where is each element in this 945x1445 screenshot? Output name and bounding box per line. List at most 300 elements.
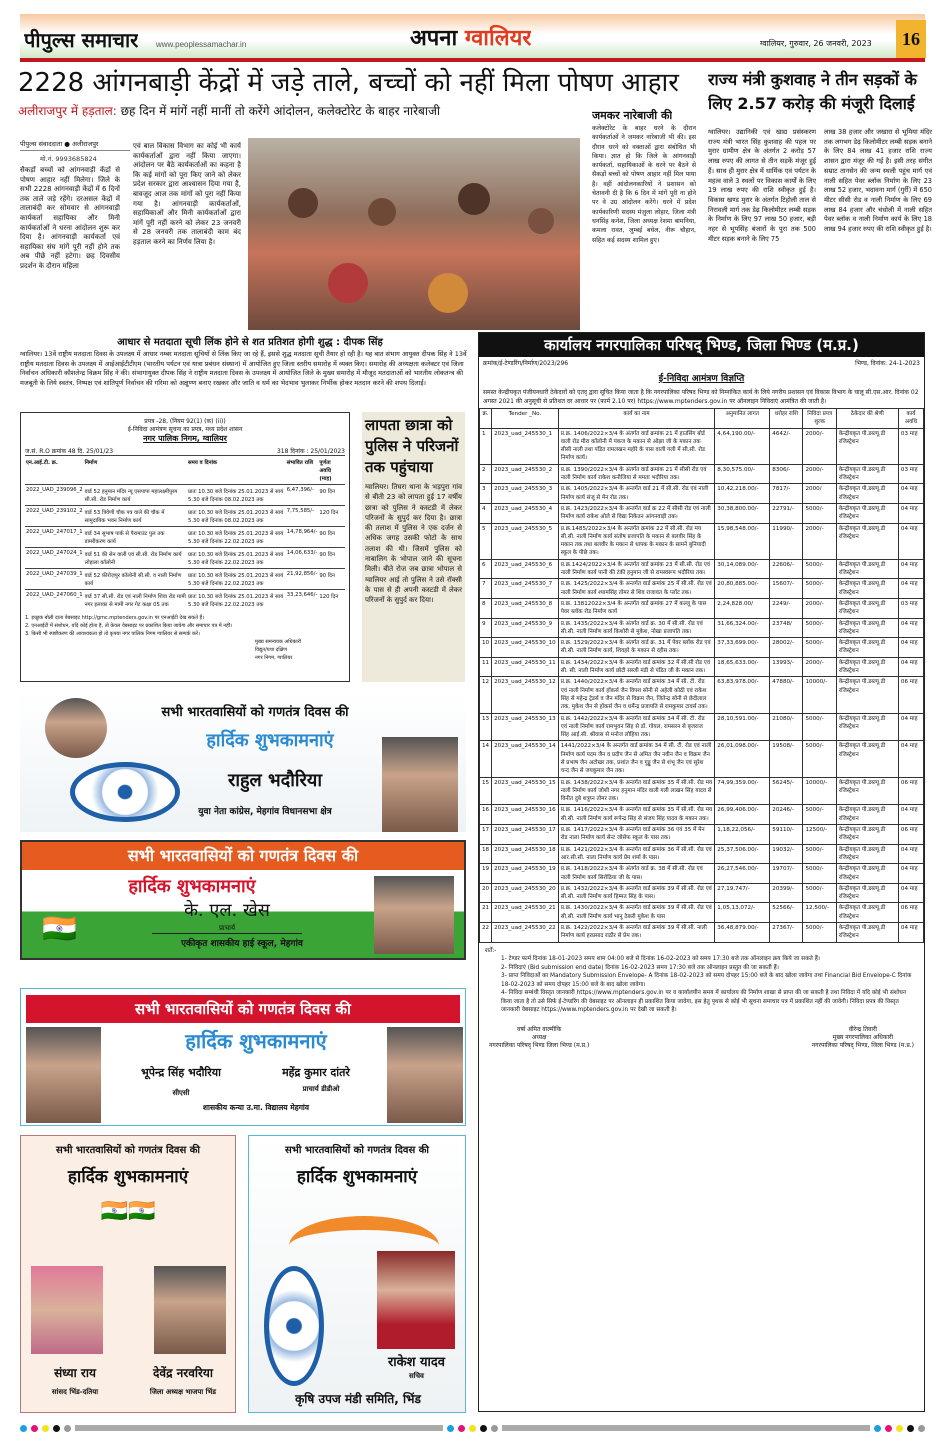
table-cell: 23748/ — [770, 618, 803, 638]
table-row — [25, 485, 345, 506]
table-cell: वार्ड 52 हनुमान मंदिर न्यू एसपापा महालक्ष्मीपुरम सी.सी. रोड निर्माण कार्य — [84, 485, 187, 506]
column-header: ठेकेदार की श्रेणी — [836, 409, 898, 429]
table-cell: 04 माह — [898, 657, 923, 677]
table-cell: 2000/- — [803, 428, 836, 464]
table-cell: प्रातः 10.30 बजे दिनांक 25.01.2023 से सायं 5.30 बजे दिनांक 22.02.2023 तक — [187, 548, 286, 569]
table-cell: वार्ड 51 की सेन वाली एवं सी.सी. रोड निर्माण कार्य लोहाला कॉलोनी — [84, 548, 187, 569]
table-cell: 63,83,978.00/- — [715, 677, 770, 713]
terms-label: शर्तें:- — [485, 947, 497, 954]
ad-wishes: हार्दिक शुभकामनाएं — [128, 876, 256, 897]
bhind-date: भिण्ड, दिनांक: 24-1-2023 — [855, 360, 920, 367]
table-cell: केन्द्रीयकृत पी.डब्ल्यू.डी रजिस्ट्रेशन — [836, 523, 898, 559]
table-cell: 2023_uad_245530_3 — [492, 484, 559, 504]
table-cell: 2023_uad_245530_22 — [492, 923, 559, 943]
table-cell: 2023_uad_245530_10 — [492, 638, 559, 658]
gwalior-tender-table — [25, 455, 345, 610]
table-cell: प्र.क्र.1485/2022×3/4 के अन्तर्गत क्रमांक 22 में सी.सी. रोड मय सी.सी. नाली निर्माण कार्य संतोष प्रजापति के मकान से बलवीर सिंह के मकान तक तथा बलवीर के मकान से धापक के मकान के सामने बुनियादी स्कूल के पीछे तक। — [558, 523, 715, 559]
tender-note: 1. इच्छुक बोली दाता वेबसाइट http://gmc.mptenders.gov.in पर एनआईटी देख सकते हैं। — [25, 615, 205, 621]
lead-kicker: अलीराजपुर में हड़ताल: — [18, 104, 117, 118]
table-cell: प्र.क्र. 1434/2022×3/4 के अन्तर्गत वार्ड क्रमांक 32 में सी.सी रोड एवं सी. सी. नाली निर्माण कार्य छोटी सब्जी मंडी से पंडित जी के मकान तक। — [558, 657, 715, 677]
table-cell: 03 माह — [898, 464, 923, 484]
table-cell: 2023_uad_245530_21 — [492, 903, 559, 923]
ad-greeting: सभी भारतवासियों को गणतंत्र दिवस की — [26, 995, 460, 1023]
protest-photo — [248, 138, 580, 330]
table-cell: 11 — [480, 657, 492, 677]
portrait-photo — [387, 1027, 463, 1123]
lead-byline: पीपुल्स संवाददाता ● अलीराजपुर — [20, 139, 130, 151]
column-header: कार्य का नाम — [558, 409, 715, 429]
ad-greeting: सभी भारतवासियों को गणतंत्र दिवस की — [285, 1145, 429, 1156]
table-cell: केन्द्रीयकृत पी.डब्ल्यू.डी रजिस्ट्रेशन — [836, 864, 898, 884]
column-header: निर्माण — [84, 456, 187, 485]
table-cell: 19508/- — [770, 741, 803, 777]
table-cell: 6 — [480, 559, 492, 579]
table-cell: प्र.क्र. 1390/2022×3/4 के अंतर्गत वार्ड क्रमांक 21 में सीसी रोड एवं नाली निर्माण कार्य राकेश कनौजिया से ममता भदौरिया तक। — [558, 464, 715, 484]
table-cell: 16 — [480, 805, 492, 825]
table-cell: 5000/- — [803, 713, 836, 741]
table-cell: केन्द्रीयकृत पी.डब्ल्यू.डी रजिस्ट्रेशन — [836, 559, 898, 579]
sidebar-text: कलेक्टोरेट के बाहर धरने के दौरान कार्यकर्ताओं ने जमकर नारेबाजी भी की। इस दौरान धरने को वक्ताओं द्वारा संबोधित भी किया। ज्ञात हो कि जिले के आंगनवाड़ी कार्यकर्ता, सहायिकाओं के धरने पर बैठने से सैकड़ों बच्चों को पोषण आहार नहीं मिल पाया है। वहीं आंदोलनकारियों ने प्रशासन को चेतावनी दी है कि 6 दिन में मांगें पूरी ना होने पर वे उग्र आंदोलन करेंगे। धरने में प्रदेश कार्यकारिणी सदस्य मंजुला लोहार, जिला मंत्री धनसिंह कनेश, जिला अध्यक्ष रेशमा बामनिया, कमला रावत, लुम्बई बघेल, नीरू चौहान, सहित कई सदस्य शामिल हुए। — [592, 125, 696, 244]
table-cell: 2023_uad_245530_14 — [492, 741, 559, 777]
table-cell: प्र.क्र. 1529/2022×3/4 के अंतर्गत वार्ड क्र. 31 में पेवर ब्लॉक रोड एवं सी.सी. नाली निर्माण कार्य, शिवहरे के मकान से रहीस तक। — [558, 638, 715, 658]
ad-role-1: सांसद भिंड-दतिया — [51, 1388, 99, 1396]
table-cell: प्र.क्र. 1425/2022×3/4 के अन्तर्गत वार्ड क्रमांक 25 में सी.सी. रोड एवं नाली निर्माण कार्य श्यामसिंह तोमर से शिव राजावत के प्लॉट तक। — [558, 579, 715, 599]
ad-name-1: संध्या राय — [54, 1366, 96, 1380]
page-number: 16 — [896, 20, 926, 58]
table-cell: 17 — [480, 825, 492, 845]
voter-headline: आधार से मतदाता सूची लिंक होने से शत प्रतिशत होगी शुद्ध : दीपक सिंह — [117, 337, 383, 348]
table-cell: प्रातः 10.30 बजे दिनांक 25.01.2023 से सायं 5.30 बजे दिनांक 08.02.2023 तक — [187, 506, 286, 527]
term-item: 1- टेण्डर फार्म दिनांक 18-01-2023 समय शाम 04:00 बजे से दिनांक 16-02-2023 को समय 17:30 बजे तक ऑनलाइन क्रय किये जा सकते हैं। — [501, 956, 820, 963]
table-cell: 3 — [480, 484, 492, 504]
table-cell: 1,05,13,072/- — [715, 903, 770, 923]
ad-kl-khes — [20, 840, 466, 960]
ad-bhupendra-mahendra — [20, 988, 466, 1126]
table-cell: 37,33,699.00/- — [715, 638, 770, 658]
minister-headline: राज्य मंत्री कुशवाह ने तीन सड़कों के लिए 2.57 करोड़ की मंजूरी दिलाई — [708, 70, 917, 113]
table-cell: केन्द्रीयकृत पी.डब्ल्यू.डी रजिस्ट्रेशन — [836, 883, 898, 903]
table-cell: 25,37,506.00/- — [715, 844, 770, 864]
table-cell: 22606/- — [770, 559, 803, 579]
ad-rakesh-yadav — [248, 1135, 466, 1413]
table-row — [480, 657, 924, 677]
table-cell: 28,10,591.00/- — [715, 713, 770, 741]
ad-greeting: सभी भारतवासियों को गणतंत्र दिवस की — [22, 842, 464, 870]
table-cell: 22791/- — [770, 503, 803, 523]
ad-org: शासकीय कन्या उ.मा. विद्यालय मेहगांव — [202, 1103, 310, 1112]
signatory-line: नगरपालिका परिषद् भिण्ड जिला भिण्ड (म.प्र.) — [489, 1041, 590, 1049]
crossed-flags-icon: 🇮🇳 — [42, 912, 77, 945]
ad-wishes: हार्दिक शुभकामनाएं — [206, 730, 334, 751]
bhind-title: कार्यालय नगरपालिका परिषद् भिण्ड, जिला भिण्ड (म.प्र.) — [479, 333, 924, 357]
table-cell: 5000/- — [803, 844, 836, 864]
ad-greeting: सभी भारतवासियों को गणतंत्र दिवस की — [161, 705, 349, 720]
table-cell: प्र.क्र. 1442/2022×3/4 के अन्तर्गत वार्ड क्रमांक 34 में सी. टी. रोड एवं नाली निर्माण कार्य रामभुवन सिंह से डॉ. गोयल, रामसरन से बृजराज सिंह आई.सी. श्रीवास से मनोज लोहिया तक। — [558, 713, 715, 741]
table-row — [480, 713, 924, 741]
table-cell: 04 माह — [898, 579, 923, 599]
crossed-flags-icon: 🇮🇳🇮🇳 — [100, 1199, 156, 1224]
column-header: समय व दिनांक — [187, 456, 286, 485]
table-cell: 2023_uad_245530_8 — [492, 598, 559, 618]
table-cell: 04 माह — [898, 844, 923, 864]
ad-role: सचिव — [409, 1372, 424, 1380]
table-cell: 2023_uad_245530_9 — [492, 618, 559, 638]
table-row — [480, 677, 924, 713]
lead-column-1: सैकड़ों बच्चों को आंगनवाड़ी केंद्रों से पोषण आहार नहीं मिलेगा। जिले के सभी 2228 आंगनवाड़ी केंद्रों में 6 दिनों तक ताले जड़े रहेंगे। दरअसल केंद्रों में तालाबंदी कर सोमवार से आंगनवाड़ी कार्यकर्ता सहायिका और मिनी कार्यकर्ताओं ने धरना आंदोलन शुरू कर दिया है। आंगनवाड़ी कार्यकर्ता एवं सहायिका संघ मांगें पूरी नहीं होने तक अब पीछे नहीं हटेगा। छह दिवसीय प्रदर्शन के दौरान महिला — [20, 166, 120, 270]
ro-number: ज.सं. R.O क्रमांक 48 दि. 25/01/23 — [25, 448, 114, 455]
table-cell: 2022_UAD_247039_1 — [25, 569, 84, 590]
table-cell: प्र.क्र. 1417/2022×3/4 के अन्तर्गत वार्ड क्रमांक 36 एवं 35 में मेन रोड नाला निर्माण कार्य सेन्ट जोसेफ स्कूल के पास तक। — [558, 825, 715, 845]
table-cell: 04 माह — [898, 523, 923, 559]
table-cell: 15 — [480, 777, 492, 805]
table-cell: 5000/- — [803, 559, 836, 579]
table-cell: 22 — [480, 923, 492, 943]
lead-mobile: मो.नं. 9993685824 — [40, 155, 97, 163]
table-row — [25, 527, 345, 548]
tender-note: 2. एनआईटी में संशोधन, यदि कोई होता है, तो केवल वेबसाइट पर प्रकाशित किया जायेगा और समाचार पत्र में नहीं। — [25, 623, 232, 629]
ad-name-2: महेंद्र कुमार दांतरे — [282, 1066, 350, 1079]
column-header: कार्य अवधि — [898, 409, 923, 429]
column-header: पूर्णता अवधि (माह) — [318, 456, 345, 485]
signatory-line: वर्षा अमित वाल्मीकि — [516, 1025, 562, 1033]
table-cell: केन्द्रीयकृत पी.डब्ल्यू.डी रजिस्ट्रेशन — [836, 464, 898, 484]
table-cell: 5000/- — [803, 883, 836, 903]
table-cell: केन्द्रीयकृत पी.डब्ल्यू.डी रजिस्ट्रेशन — [836, 825, 898, 845]
table-cell: 6,47,396/- — [286, 485, 319, 506]
table-cell: प्र.क्र. 1416/2022×3/4 के अन्तर्गत वार्ड क्रमांक 35 में सी.सी. रोड मय सी.सी. नाली निर्माण कार्य रूपेन्द्र सिंह से संजय सिंह यादव के मकान तक। — [558, 805, 715, 825]
table-cell: 06 माह — [898, 677, 923, 713]
table-cell: 19032/- — [770, 844, 803, 864]
table-cell: 9 — [480, 618, 492, 638]
issue-date: ग्वालियर, गुरुवार, 26 जनवरी, 2023 — [760, 39, 872, 48]
table-cell: 2022_UAD_247017_1 — [25, 527, 84, 548]
table-cell: 2000/- — [803, 657, 836, 677]
table-cell: 27,19,747/- — [715, 883, 770, 903]
bhind-terms — [479, 943, 924, 1019]
table-cell: 47880/- — [770, 677, 803, 713]
table-cell: 04 माह — [898, 805, 923, 825]
table-cell: 10,42,218.00/- — [715, 484, 770, 504]
table-cell: प्र.क्र. 1418/2022×3/4 के अंतर्गत वार्ड क्र. 38 में सी.सी. रोड एवं नाली निर्माण कार्य सिरोठिया जी के पास। — [558, 864, 715, 884]
table-cell: 15,98,548.00/- — [715, 523, 770, 559]
table-cell: केन्द्रीयकृत पी.डब्ल्यू.डी रजिस्ट्रेशन — [836, 777, 898, 805]
table-cell: 33,23,646/- — [286, 590, 319, 611]
voter-text: ग्वालियर। 13वें राष्ट्रीय मतदाता दिवस के उपलक्ष्य में आधार नम्बर मतदाता सूचियों से लिंक किए जा रहे हैं, इससे शुद्ध मतदाता सूची तैयार हो रही है। यह बात संभाग आयुक्त दीपक सिंह ने 13वें राष्ट्रीय मतदाता दिवस के उपलक्ष्य में आईआईटीटीएम (भारतीय पर्यटन एवं यात्रा प्रबंधन संस्थान) में आयोजित हुए जिला स्तरीय समारोह में व्यक्त किए। समारोह की अध्यक्षता कलेक्टर एवं जिला निर्वाचन अधिकारी कौशलेन्द्र विक्रम सिंह ने की। संभागायुक्त दीपक सिंह ने राष्ट्रीय मतदाता दिवस के उपलक्ष्य में आयोजित जिले के मुख्य समारोह में मौजूद मतदाताओं को भारतीय लोकतन्त्र की मजबूती के लिये स्वतंत्र, निष्पक्ष एवं शांतिपूर्ण निर्वाचन की गरिमा को अक्षुण्ण बनाए रखकर और जाति व धर्म का भेदभाव भुलाकर निर्भीक होकर मतदान करने की शपथ दिलाई। — [20, 350, 467, 387]
minister-column-1: ग्वालियर। उद्यानिकी एवं खाद्य प्रसंस्करण राज्य मंत्री भारत सिंह कुशवाह की पहल पर मुरार ग्रामीण क्षेत्र के अंतर्गत 2 करोड़ 57 लाख रुपए की लागत से तीन सड़कें मंजूर हुई हैं। साथ ही मुरार क्षेत्र में धार्मिक एवं पर्यटन के महत्व वाले 3 स्थलों पर विकास कार्यों के लिए 19 लाख रुपए की राशि स्वीकृत हुई है। विकास खण्ड मुरार के अंतर्गत टिहोली ताल से निरावली मार्ग तक डेढ़ किलोमीटर लम्बी सड़क के निर्माण के लिए 97 लाख 50 हजार, बड़ी नहर से भूपसिंह बंजारों के पुरा तक 500 मीटर सड़क बनाने के लिए 75 — [708, 128, 816, 243]
ad-rahul-bhadoriya — [20, 692, 466, 832]
table-cell: 5000/- — [803, 805, 836, 825]
ad-greeting: सभी भारतवासियों को गणतंत्र दिवस की — [56, 1145, 200, 1156]
section-title-b: ग्वालियर — [464, 26, 532, 51]
table-row — [480, 844, 924, 864]
table-cell: 20399/- — [770, 883, 803, 903]
bhind-tender-table — [479, 408, 924, 943]
ad-org: कृषि उपज मंडी समिति, भिंड — [295, 1392, 421, 1406]
table-cell: 10 — [480, 638, 492, 658]
portrait-photo — [26, 1027, 101, 1123]
table-cell: केन्द्रीयकृत पी.डब्ल्यू.डी रजिस्ट्रेशन — [836, 677, 898, 713]
section-title — [410, 22, 531, 52]
table-cell: 2023_uad_245530_19 — [492, 864, 559, 884]
term-item: 3- प्राप्त निविदाओं का Mandatory Submission Envelope- A दिनांक 18-02-2023 को समय दोपहर 15:00 बजे के बाद खोला जावेगा तथा Financial Bid Envelope-C दिनांक 18-02-2023 को समय दोपहर 15:00 बजे के बाद खोला जावेगा। — [501, 973, 912, 988]
table-cell: 10000/- — [803, 777, 836, 805]
table-cell: 04 माह — [898, 883, 923, 903]
table-cell: 14,06,633/- — [286, 548, 319, 569]
table-cell: 2023_uad_245530_4 — [492, 503, 559, 523]
signatory-line: मुख्य नगरपालिका अधिकारी — [832, 1033, 894, 1041]
ad-role: युवा नेता कांग्रेस, मेहगांव विधानसभा क्षेत्र — [198, 807, 332, 817]
table-cell: केन्द्रीयकृत पी.डब्ल्यू.डी रजिस्ट्रेशन — [836, 618, 898, 638]
ad-name: राकेश यादव — [387, 1355, 446, 1370]
lead-subhead-text: छह दिन में मांगें नहीं मानीं तो करेंगे आंदोलन, कलेक्टोरेट के बाहर नारेबाजी — [120, 104, 441, 118]
table-cell: 2000/- — [803, 598, 836, 618]
signatory-line: वीरेन्द्र तिवारी — [848, 1025, 877, 1033]
table-cell: 2023_uad_245530_12 — [492, 677, 559, 713]
table-cell: 04 माह — [898, 638, 923, 658]
form-line-1: प्रपत्र -28, (नियम 92(1) (क) (ii)) — [144, 418, 226, 425]
table-cell: केन्द्रीयकृत पी.डब्ल्यू.डी रजिस्ट्रेशन — [836, 579, 898, 599]
table-cell: 5 — [480, 523, 492, 559]
signatory-line: अध्यक्ष — [531, 1033, 547, 1041]
table-row — [480, 825, 924, 845]
table-row — [25, 506, 345, 527]
table-cell: 19 — [480, 864, 492, 884]
column-header: निविदा प्रपत्र शुल्क — [803, 409, 836, 429]
ad-wishes: हार्दिक शुभकामनाएं — [67, 1167, 189, 1187]
table-cell: 2023_uad_245530_20 — [492, 883, 559, 903]
table-row — [480, 923, 924, 943]
table-row — [25, 590, 345, 611]
table-cell: प्र.क्र. 1435/2022×3/4 के अंतर्गत वार्ड क्र. 30 में सी.सी. रोड एवं सी.सी. नाली निर्माण कार्य किशोरी से मुकेश, नोखा प्रजापति तक। — [558, 618, 715, 638]
minister-column-2: लाख 38 हजार और जखारा से भूमिया मंदिर तक लगभग डेढ़ किलोमीटर लम्बी सड़क बनाने के लिए 84 लाख 41 हजार राशि राज्य शासन द्वारा मंजूर की गई है। इसी तरह संगीत सम्राट तानसेन की जन्म स्थली पहुंच मार्ग एवं नाली सहित पेवर ब्लॉक निर्माण के लिए 23 लाख 52 हजार, भदावना मार्ग (गुर्री) में 650 मीटर सीसी रोड व नाली निर्माण के लिए 69 लाख 84 हजार और चंधोली में नाली सहित पेवर ब्लॉक व नाली निर्माण कार्य के लिए 18 लाख 94 हजार रुपए की राशि स्वीकृत हुई है। — [824, 128, 932, 234]
portrait-photo — [377, 1251, 455, 1349]
table-cell: 2 — [480, 464, 492, 484]
table-cell: प्र.क्र. 1430/2022×3/4 के अन्तर्गत वार्ड क्रमांक 39 में सी.सी. रोड एवं सी.सी. नाली निर्माण कार्य भानू ठेकरी मुकेश के पास — [558, 903, 715, 923]
table-cell: 5000/- — [803, 638, 836, 658]
ad-role-1: सीएसी — [172, 1089, 190, 1097]
table-cell: 12500/- — [803, 825, 836, 845]
table-cell: प्रातः 10.30 बजे दिनांक 25.01.2023 से सायं 5.30 बजे दिनांक 22.02.2023 तक — [187, 569, 286, 590]
table-cell: केन्द्रीयकृत पी.डब्ल्यू.डी रजिस्ट्रेशन — [836, 844, 898, 864]
table-cell: 120 दिन — [318, 590, 345, 611]
ad-wishes: हार्दिक शुभकामनाएं — [185, 1029, 327, 1053]
table-cell: केन्द्रीयकृत पी.डब्ल्यू.डी रजिस्ट्रेशन — [836, 923, 898, 943]
ad-name: के. एल. खेस — [184, 900, 270, 921]
table-cell: प्रातः 10.30 बजे दिनांक 25.01.2023 से सायं 5.30 बजे दिनांक 22.02.2023 तक — [187, 590, 286, 611]
table-cell: 14,78,964/- — [286, 527, 319, 548]
table-cell: 12,500/- — [803, 903, 836, 923]
table-cell: 30,14,089.00/- — [715, 559, 770, 579]
section-title-a: अपना — [410, 26, 458, 51]
table-cell: 2023_uad_245530_1 — [492, 428, 559, 464]
table-row — [480, 579, 924, 599]
table-cell: 18 — [480, 844, 492, 864]
column-header: अनुमानित लागत — [715, 409, 770, 429]
table-row — [480, 523, 924, 559]
table-cell: 03 माह — [898, 598, 923, 618]
column-header: क्र. — [480, 409, 492, 429]
table-cell: 2022_UAD_247060_1 — [25, 590, 84, 611]
table-cell: केन्द्रीयकृत पी.डब्ल्यू.डी रजिस्ट्रेशन — [836, 598, 898, 618]
table-cell: 04 माह — [898, 503, 923, 523]
table-row — [25, 548, 345, 569]
table-cell: प्र.क्र. 1422/2022×3/4 के अन्तर्गत वार्ड क्रमांक 39 में सी.सी. नाली निर्माण कार्य हरप्रसाद राठौर से प्रेम तक। — [558, 923, 715, 943]
ad-role: प्राचार्य — [152, 924, 302, 934]
table-cell: 04 माह — [898, 559, 923, 579]
table-cell: 10000/- — [803, 677, 836, 713]
table-cell: 7817/- — [770, 484, 803, 504]
signatory-line: नगरपालिका परिषद् भिण्ड, जिला भिण्ड (म.प्र.) — [811, 1041, 914, 1049]
table-cell: 2023_uad_245530_16 — [492, 805, 559, 825]
table-cell: 06 माह — [898, 777, 923, 805]
table-cell: 26,99,406.00/- — [715, 805, 770, 825]
missing-girl-story — [362, 412, 465, 682]
bhind-intro: समस्त केन्द्रीयकृत पंजीयनधारी ठेकेदारों को एतद् द्वारा सूचित किया जाता है कि नगरपालिका परिषद भिण्ड को निम्नांकित कार्य के लिये नगरीय प्रशासन एवं विकास विभाग के चालू सी.एस.आर. दिनांक 02 अगस्त 2021 की अनुसूची से प्रतिशत दर आधार पर (फार्म 2.10 पर) https://www.mptenders.gov.in पर ऑनलाइन निविदाएं आमंत्रित की जाती है। — [483, 389, 919, 405]
ad-wishes: हार्दिक शुभकामनाएं — [296, 1167, 418, 1187]
table-cell: 20246/- — [770, 805, 803, 825]
table-cell: 90 दिन — [318, 485, 345, 506]
table-cell: केन्द्रीयकृत पी.डब्ल्यू.डी रजिस्ट्रेशन — [836, 741, 898, 777]
table-cell: प्र.क्र. 1432/2022×3/4 के अन्तर्गत वार्ड क्रमांक 39 में सी.सी. रोड एवं सी.सी. नाली निर्माण कार्य हिम्मत सिंह के पास। — [558, 883, 715, 903]
table-cell: 19707/- — [770, 864, 803, 884]
table-cell: 4,64,190.00/- — [715, 428, 770, 464]
table-cell: 13993/- — [770, 657, 803, 677]
table-cell: 20 — [480, 883, 492, 903]
signature-chairperson — [489, 1025, 589, 1049]
table-cell: 7,75,585/- — [286, 506, 319, 527]
table-cell: 04 माह — [898, 741, 923, 777]
table-row — [480, 777, 924, 805]
lead-column-2: एवं बाल विकास विभाग का कोई भी कार्य कार्यकर्ताओं द्वारा नहीं किया जाएगा। आंदोलन पर बैठे कार्यकर्ताओं का कहना है कि कई मांगों को पूरा किए जाने को लेकर प्रदेश सरकार द्वारा आश्वासन दिया गया है, बावजूद आज तक मांगों को पूरा नहीं किया गया है। आंगनवाड़ी कार्यकर्ताओं, सहायिकाओं और मिनी कार्यकर्ताओं द्वारा मांगें पूरी नहीं करने को लेकर 23 जनवरी से 28 जनवरी तक तालाबंदी काम बंद हड़ताल करने का निर्णय लिया है। — [133, 142, 241, 246]
table-row — [480, 464, 924, 484]
table-row — [480, 903, 924, 923]
table-cell: 90 दिन — [318, 548, 345, 569]
table-cell: 5000/- — [803, 741, 836, 777]
table-row — [480, 559, 924, 579]
table-cell: वार्ड 52 फ़ीरोज़पुर कॉलोनी सी.सी. व नाली निर्माण कार्य — [84, 569, 187, 590]
table-cell: केन्द्रीयकृत पी.डब्ल्यू.डी रजिस्ट्रेशन — [836, 657, 898, 677]
table-cell: 06 माह — [898, 825, 923, 845]
table-cell: 2000/- — [803, 464, 836, 484]
table-cell: 13 — [480, 713, 492, 741]
table-cell: 11990/- — [770, 523, 803, 559]
table-cell: केन्द्रीयकृत पी.डब्ल्यू.डी रजिस्ट्रेशन — [836, 484, 898, 504]
table-cell: 8,30,575.00/- — [715, 464, 770, 484]
table-row — [480, 618, 924, 638]
table-row — [480, 805, 924, 825]
portrait-photo — [382, 737, 458, 832]
table-cell: 90 दिन — [318, 569, 345, 590]
sidebar-headline: जमकर नारेबाजी की — [592, 109, 673, 122]
table-row — [480, 638, 924, 658]
ad-org: एकीकृत शासकीय हाई स्कूल, मेहगांव — [181, 939, 303, 949]
table-cell: 04 माह — [898, 864, 923, 884]
table-row — [480, 598, 924, 618]
table-cell: केन्द्रीयकृत पी.डब्ल्यू.डी रजिस्ट्रेशन — [836, 805, 898, 825]
table-cell: 21,92,856/- — [286, 569, 319, 590]
table-cell: 15607/- — [770, 579, 803, 599]
table-row — [480, 428, 924, 464]
table-cell: 2023_uad_245530_15 — [492, 777, 559, 805]
table-cell: 56245/- — [770, 777, 803, 805]
ad-name-2: देवेंद्र नरवरिया — [153, 1366, 213, 1380]
ad-name: राहुल भदौरिया — [227, 770, 323, 791]
table-cell: प्रातः 10.30 बजे दिनांक 25.01.2023 से सायं 5.30 बजे दिनांक 22.02.2023 तक — [187, 527, 286, 548]
table-cell: 5000/- — [803, 503, 836, 523]
table-cell: 2023_uad_245530_11 — [492, 657, 559, 677]
table-cell: 2022_UAD_239096_2 — [25, 485, 84, 506]
table-cell: 5000/- — [803, 923, 836, 943]
table-row — [480, 503, 924, 523]
table-cell: 2023_uad_245530_7 — [492, 579, 559, 599]
ashoka-chakra-icon — [264, 1266, 324, 1386]
portrait-photo — [31, 1266, 103, 1354]
table-cell: 1441/2022×3/4 के अन्तर्गत वार्ड क्रमांक 34 में सी. टी. रोड एवं नाली निर्माण कार्य पदम जैन व प्रदीप जैन से अमित जैन नवीन जैन व विक्रम जैन से प्रभाष जैन अटोखर तक, प्रशांत जैन व गुड्डू जैन से शंभू जैन एवं सुरेश चन्द जैन से जयकुमार जैन तक। — [558, 741, 715, 777]
column-header: संभावित राशि — [286, 456, 319, 485]
table-cell: 04 माह — [898, 618, 923, 638]
table-cell: 2023_uad_245530_18 — [492, 844, 559, 864]
table-cell: 28002/- — [770, 638, 803, 658]
signatory-line: नगर निगम, ग्वालियर — [255, 655, 293, 661]
table-cell: 03 माह — [898, 428, 923, 464]
table-cell: 7 — [480, 579, 492, 599]
table-cell: 04 माह — [898, 923, 923, 943]
column-header: Tender _No. — [492, 409, 559, 429]
tender-note: 3. किसी भी स्पष्टीकरण की आवश्यकता हो तो कृपया नगर पालिक निगम ग्वालियर से सम्पर्क करें। — [25, 631, 200, 637]
ad-sandhya-devendra — [20, 1135, 236, 1413]
gwalior-tender-notice — [20, 412, 350, 682]
form-line-2: ई-निविदा आमंत्रण सूचना का प्रपत्र, मध्य प्रदेश शासन — [127, 426, 243, 433]
table-cell: 4 — [480, 503, 492, 523]
table-cell: 8306/- — [770, 464, 803, 484]
table-cell: 120 दिन — [318, 506, 345, 527]
table-cell: 2000/- — [803, 523, 836, 559]
table-cell: 5000/- — [803, 618, 836, 638]
table-cell: 52566/- — [770, 903, 803, 923]
table-cell: 14 — [480, 741, 492, 777]
table-row — [480, 883, 924, 903]
table-cell: वार्ड 34 सुभाष पार्क से पैरामाउंट पुल तक डामरीकरण कार्य — [84, 527, 187, 548]
table-cell: 31,66,324.00/- — [715, 618, 770, 638]
masthead-divider — [20, 58, 925, 62]
bhind-ref: क्रमांक/ई-टेण्डरिंग/निर्माण/2023/296 — [483, 360, 569, 367]
table-cell: 5000/- — [803, 579, 836, 599]
signatory-line: विद्युत/यथा दक्षिण — [255, 647, 287, 653]
table-cell: 06 माह — [898, 903, 923, 923]
ref-number: 318 दिनांक : 25/01/2023 — [276, 448, 345, 455]
table-cell: वार्ड 53 त्रिवेणी चौक पत्र वाले की चौक में सामुदायिक भवन निर्माण कार्य — [84, 506, 187, 527]
table-cell: 8 — [480, 598, 492, 618]
table-cell: 2023_uad_245530_17 — [492, 825, 559, 845]
ad-role-2: प्राचार्य डीडीओ — [302, 1085, 340, 1093]
signatory-line: मुख्य समन्वयक अधिकारी — [255, 639, 302, 645]
table-cell: 2023_uad_245530_2 — [492, 464, 559, 484]
column-header: एन.आई.टी. क्र. — [25, 456, 84, 485]
table-cell: वार्ड 37 सी.सी. रोड एवं नाली निर्माण शिवा रोड मामी नगर इलाका से मामी नगर गेट कक्षा 05 तक — [84, 590, 187, 611]
table-cell: 18,65,633.00/- — [715, 657, 770, 677]
table-cell: 2022_UAD_247024_1 — [25, 548, 84, 569]
table-cell: 2,24,828.00/ — [715, 598, 770, 618]
table-cell: 36,48,879.00/- — [715, 923, 770, 943]
table-cell: 2023_uad_245530_5 — [492, 523, 559, 559]
website-url[interactable]: www.peoplessamachar.in — [156, 40, 247, 49]
table-cell: 12 — [480, 677, 492, 713]
table-cell: 74,99,359.00/- — [715, 777, 770, 805]
table-cell: 30,38,800.00/- — [715, 503, 770, 523]
portrait-photo — [45, 698, 107, 758]
table-cell: 5000/- — [803, 864, 836, 884]
table-row — [480, 484, 924, 504]
